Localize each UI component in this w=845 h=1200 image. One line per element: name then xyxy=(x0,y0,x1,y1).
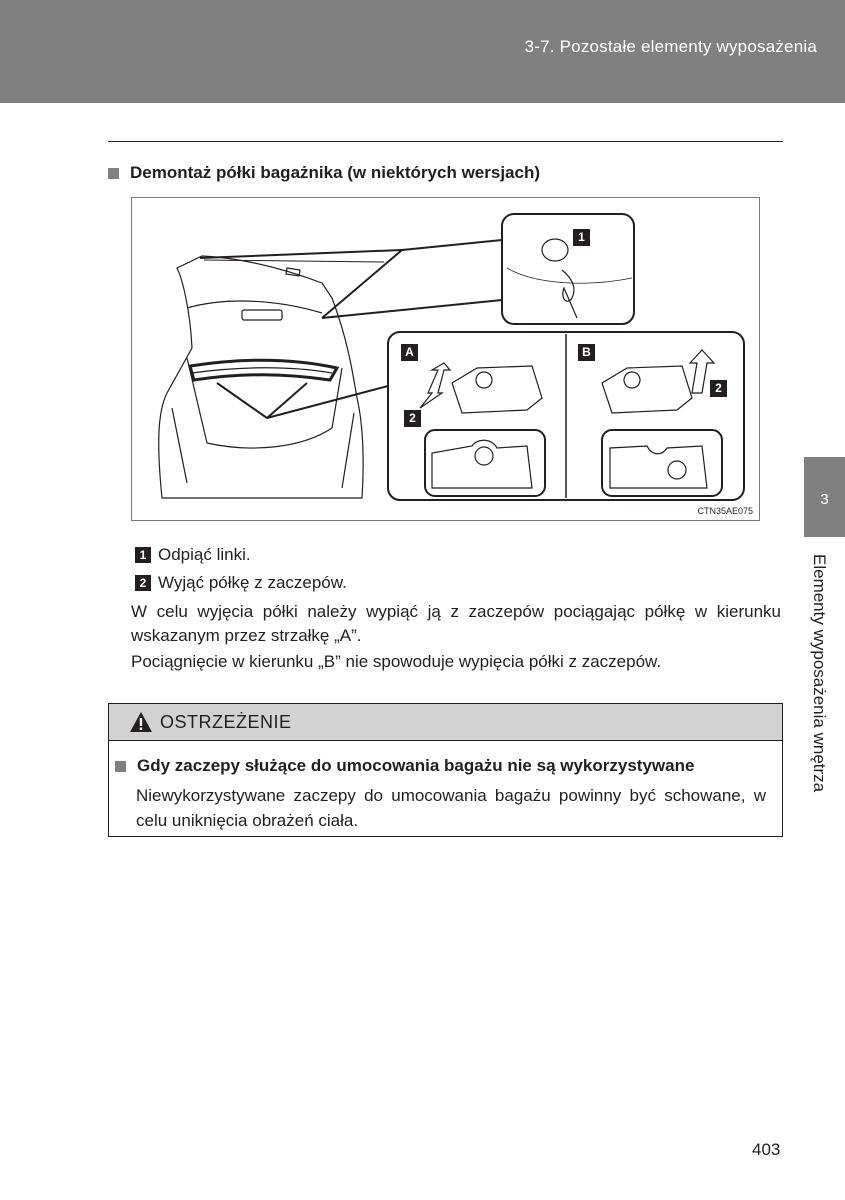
warning-subheading xyxy=(115,756,694,776)
warning-header xyxy=(109,704,782,741)
chapter-label xyxy=(805,554,835,834)
step-number-box: 2 xyxy=(135,575,151,591)
figure-label-2-a: 2 xyxy=(404,410,421,427)
figure-label-1: 1 xyxy=(573,229,590,246)
section-heading-text: Demontaż półki bagażnika (w niektórych wersjach) xyxy=(130,163,540,182)
warning-triangle-icon xyxy=(129,711,153,733)
figure-label-b: B xyxy=(578,344,595,361)
square-bullet-icon xyxy=(115,761,126,772)
chapter-number: 3 xyxy=(820,491,829,508)
warning-subheading-text: Gdy zaczepy służące do umocowania bagażu nie są wykorzystywane xyxy=(137,756,695,775)
step-2 xyxy=(134,573,347,593)
paragraph-direction-b: Pociągnięcie w kierunku „B” nie spowoduje wypięcia półki z zaczepów. xyxy=(131,652,662,671)
step-1 xyxy=(134,545,251,565)
figure-label-a: A xyxy=(401,344,418,361)
warning-text: Niewykorzystywane zaczepy do umocowania bagażu powinny być schowane, w celu uniknięcia obrażeń ciała. xyxy=(136,786,766,830)
square-bullet-icon xyxy=(108,168,119,179)
figure-label-2-b: 2 xyxy=(710,380,727,397)
section-heading xyxy=(108,163,540,183)
step-text: Odpiąć linki. xyxy=(158,545,251,564)
warning-title: OSTRZEŻENIE xyxy=(160,712,292,732)
illustration-figure xyxy=(131,197,760,521)
step-number-box: 1 xyxy=(135,547,151,563)
chapter-tab xyxy=(804,457,845,537)
figure-code: CTN35AE075 xyxy=(697,506,753,516)
car-shelf-illustration xyxy=(132,198,761,522)
page-number: 403 xyxy=(752,1140,781,1159)
page-header xyxy=(0,0,845,103)
step-text: Wyjąć półkę z zaczepów. xyxy=(158,573,347,592)
header-section-title: 3-7. Pozostałe elementy wyposażenia xyxy=(524,37,817,56)
warning-box xyxy=(108,703,783,837)
top-divider xyxy=(108,141,783,142)
paragraph-direction-a: W celu wyjęcia półki należy wypiąć ją z zaczepów pociągając półkę w kierunku wskazanym przez strzałkę „A”. xyxy=(131,602,781,645)
chapter-label-text: Elementy wyposażenia wnętrza xyxy=(810,554,829,793)
